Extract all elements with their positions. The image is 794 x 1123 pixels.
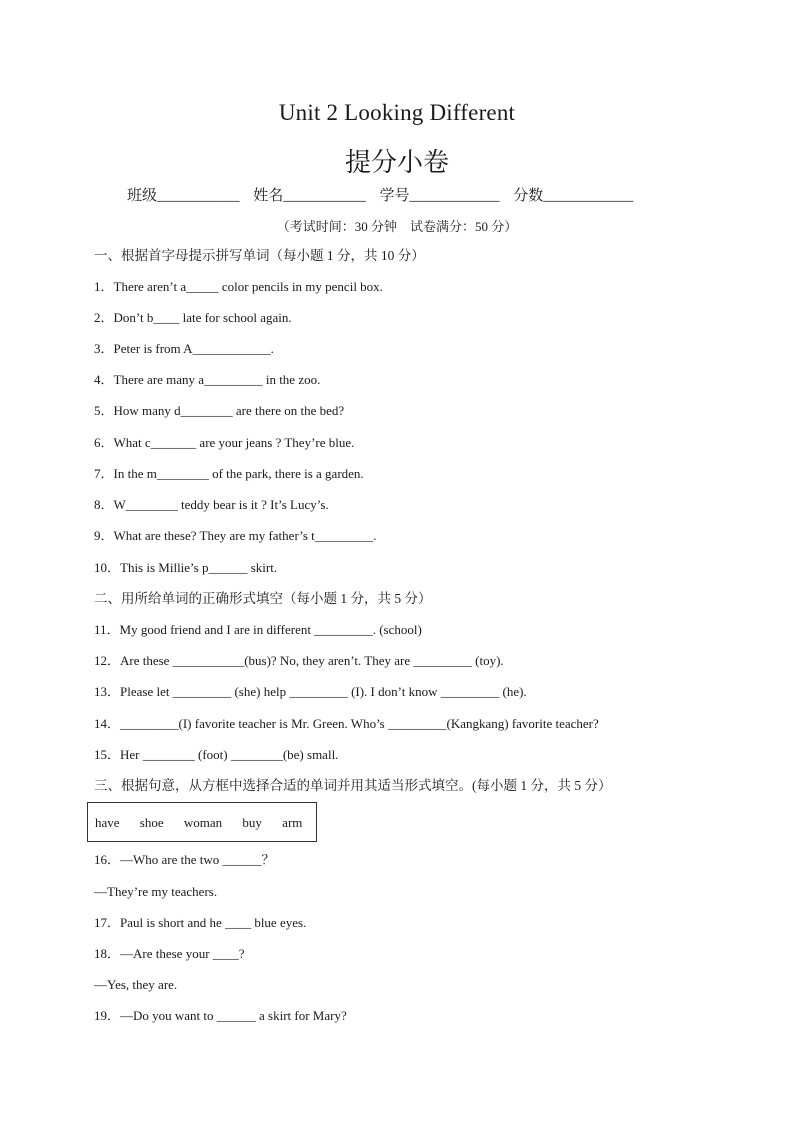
- question-4: 4．There are many a_________ in the zoo.: [94, 372, 321, 387]
- page-subtitle: 提分小卷: [344, 148, 449, 178]
- answer-18: —Yes, they are.: [94, 977, 178, 992]
- class-field: 班级___________: [127, 188, 240, 204]
- question-6: 6．What c_______ are your jeans ? They’re blue.: [94, 435, 355, 450]
- question-8: 8．W________ teddy bear is it ? It’s Lucy’s.: [94, 497, 329, 512]
- question-16: 16．—Who are the two ______？: [94, 852, 275, 867]
- question-15: 15．Her ________ (foot) ________(be) small.: [94, 747, 339, 762]
- word-box: [87, 802, 317, 842]
- student-id-field: 学号____________: [379, 188, 500, 204]
- question-11: 11．My good friend and I are in different _________. (school): [94, 622, 422, 637]
- question-13: 13．Please let _________ (she) help _________ (I). I don’t know _________ (he).: [94, 684, 527, 699]
- student-info-row: [127, 184, 667, 205]
- word-box-item: woman: [183, 815, 223, 830]
- word-box-item: have: [95, 815, 120, 830]
- question-19: 19．—Do you want to ______ a skirt for Mary?: [94, 1008, 347, 1023]
- exam-info: （考试时间：30 分钟 试卷满分：50 分）: [276, 219, 518, 234]
- word-box-item: shoe: [139, 815, 164, 830]
- question-17: 17．Paul is short and he ____ blue eyes.: [94, 915, 307, 930]
- question-5: 5．How many d________ are there on the bed?: [94, 403, 345, 418]
- answer-16: —They’re my teachers.: [94, 884, 218, 899]
- word-box-item: arm: [282, 815, 303, 830]
- word-box-item: buy: [242, 815, 262, 830]
- section-heading-1: 一、根据首字母提示拼写单词（每小题 1 分，共 10 分）: [94, 248, 425, 263]
- question-12: 12．Are these ___________(bus)? No, they aren’t. They are _________ (toy).: [94, 653, 504, 668]
- question-10: 10．This is Millie’s p______ skirt.: [94, 560, 278, 575]
- question-9: 9．What are these? They are my father’s t_________.: [94, 528, 377, 543]
- question-14: 14．_________(I) favorite teacher is Mr. Green. Who’s _________(Kangkang) favorite teacher?: [94, 716, 599, 731]
- question-2: 2．Don’t b____ late for school again.: [94, 310, 292, 325]
- page-title: Unit 2 Looking Different: [278, 100, 516, 125]
- section-heading-2: 二、用所给单词的正确形式填空（每小题 1 分，共 5 分）: [94, 591, 432, 606]
- section-heading-3: 三、根据句意，从方框中选择合适的单词并用其适当形式填空。(每小题 1 分，共 5 分）: [94, 778, 612, 793]
- question-3: 3．Peter is from A____________.: [94, 341, 274, 356]
- question-7: 7．In the m________ of the park, there is a garden.: [94, 466, 364, 481]
- question-18: 18．—Are these your ____?: [94, 946, 245, 961]
- question-1: 1．There aren’t a_____ color pencils in my pencil box.: [94, 279, 383, 294]
- name-field: 姓名___________: [253, 188, 366, 204]
- score-field: 分数____________: [513, 188, 634, 204]
